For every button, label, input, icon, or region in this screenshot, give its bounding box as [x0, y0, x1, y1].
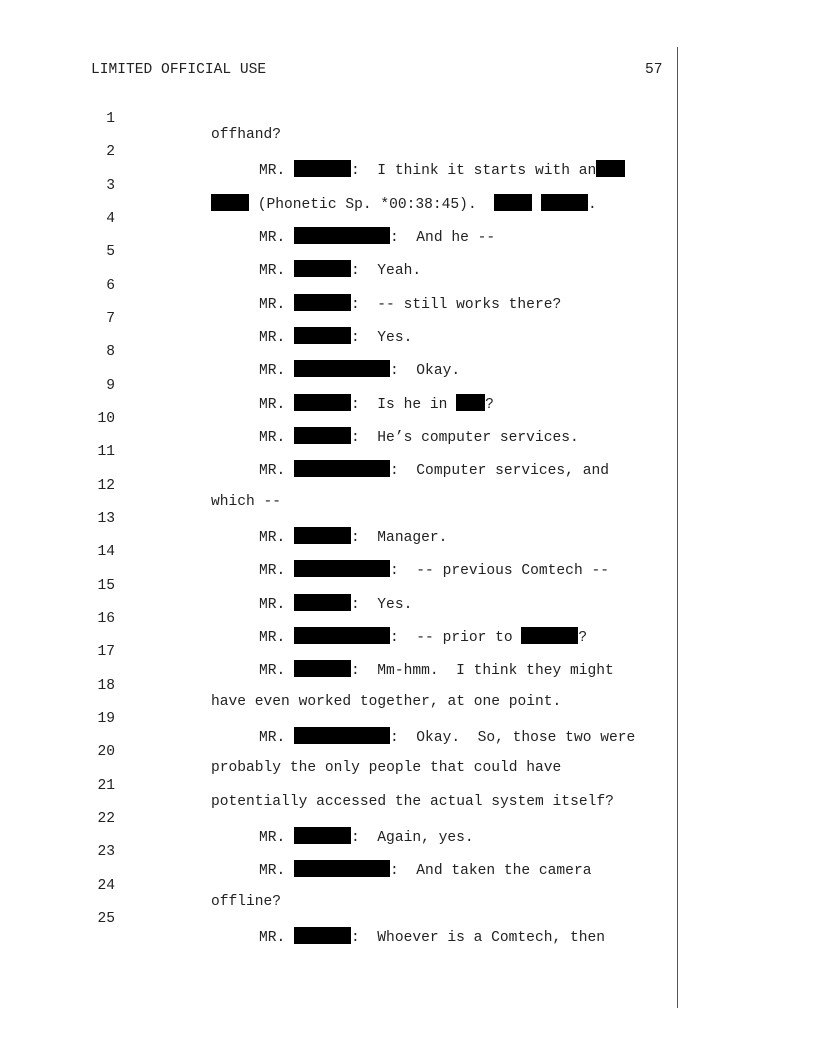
page-number: 57	[645, 62, 663, 78]
transcript-line	[0, 895, 676, 946]
speaker-prefix: MR.	[259, 930, 295, 946]
speech-text: : -- previous Comtech --	[390, 563, 609, 579]
line-number: 4	[106, 211, 115, 227]
speech-text: ?	[578, 630, 588, 646]
speaker-prefix: MR.	[259, 863, 295, 879]
line-number: 21	[97, 778, 115, 794]
text-segment: have even worked together, at one point.	[211, 694, 562, 710]
line-number: 12	[97, 478, 115, 494]
speech-text: : Okay. So, those two were	[390, 730, 636, 746]
text-segment: potentially accessed the actual system itself?	[211, 794, 614, 810]
transcript-line	[0, 628, 676, 679]
transcript-line	[0, 495, 676, 546]
transcript-line	[0, 662, 676, 710]
transcript-line	[0, 95, 676, 143]
speech-text: ?	[485, 397, 494, 413]
speaker-prefix: MR.	[259, 530, 295, 546]
speaker-prefix: MR.	[259, 463, 295, 479]
transcript-line	[0, 162, 676, 213]
speech-text: : Mm-hmm. I think they might	[351, 663, 614, 679]
transcript-line	[0, 595, 676, 646]
redaction-bar	[294, 927, 351, 944]
speaker-prefix: MR.	[259, 397, 295, 413]
text-segment: offline?	[211, 894, 282, 910]
line-number: 14	[97, 544, 115, 560]
line-number: 6	[106, 278, 115, 294]
line-number: 25	[97, 911, 115, 927]
line-number: 7	[106, 311, 115, 327]
speaker-prefix: MR.	[259, 330, 295, 346]
speech-text: : He’s computer services.	[351, 430, 579, 446]
speaker-prefix: MR.	[259, 363, 295, 379]
transcript-line	[0, 562, 676, 613]
text-segment: probably the only people that could have	[211, 760, 562, 776]
speaker-prefix: MR.	[259, 563, 295, 579]
speaker-prefix: MR.	[259, 630, 295, 646]
margin-rule	[677, 47, 678, 1008]
line-number: 18	[97, 678, 115, 694]
speech-text: : I think it starts with an	[351, 163, 597, 179]
line-number: 15	[97, 578, 115, 594]
transcript-line	[0, 728, 676, 776]
transcript-line	[0, 262, 676, 313]
speaker-prefix: MR.	[259, 263, 295, 279]
transcript-line	[0, 428, 676, 479]
line-number: 9	[106, 378, 115, 394]
transcript-line	[0, 862, 676, 910]
speech-text: : And he --	[390, 230, 496, 246]
text-segment: which --	[211, 494, 282, 510]
line-text	[259, 927, 605, 946]
speaker-prefix: MR.	[259, 230, 295, 246]
transcript-line	[0, 128, 676, 179]
transcript-line	[0, 328, 676, 379]
text-segment: .	[587, 197, 597, 213]
transcript-line	[0, 528, 676, 579]
line-number: 5	[106, 244, 115, 260]
speaker-prefix: MR.	[259, 730, 295, 746]
speech-text: : Whoever is a Comtech, then	[351, 930, 606, 946]
speech-text: : Computer services, and	[390, 463, 609, 479]
line-number: 8	[106, 344, 115, 360]
line-number: 24	[97, 878, 115, 894]
line-number: 2	[106, 144, 115, 160]
transcript-line	[0, 228, 676, 279]
page-header-left: LIMITED OFFICIAL USE	[91, 62, 267, 78]
speaker-prefix: MR.	[259, 663, 295, 679]
speech-text: : Again, yes.	[351, 830, 474, 846]
speaker-prefix: MR.	[259, 597, 295, 613]
speech-text: : Yes.	[351, 597, 413, 613]
speech-text: : And taken the camera	[390, 863, 592, 879]
transcript-line	[0, 462, 676, 510]
line-number: 19	[97, 711, 115, 727]
text-segment: (Phonetic Sp. *00:38:45).	[249, 197, 495, 213]
line-number: 17	[97, 644, 115, 660]
speaker-prefix: MR.	[259, 830, 295, 846]
transcript-line	[0, 395, 676, 446]
line-number: 16	[97, 611, 115, 627]
line-number: 10	[97, 411, 115, 427]
speech-text: : Okay.	[390, 363, 461, 379]
speech-text: : Is he in	[351, 397, 457, 413]
speech-text: : Yeah.	[351, 263, 422, 279]
transcript-line	[0, 762, 676, 810]
speech-text: : -- prior to	[390, 630, 522, 646]
transcript-line	[0, 362, 676, 413]
text-segment: offhand?	[211, 127, 282, 143]
transcript-line	[0, 795, 676, 846]
transcript-line	[0, 195, 676, 246]
line-number: 3	[106, 178, 115, 194]
line-number: 11	[97, 444, 115, 460]
speech-text: : -- still works there?	[351, 297, 562, 313]
transcript-line	[0, 695, 676, 746]
speaker-prefix: MR.	[259, 297, 295, 313]
line-number: 1	[106, 111, 115, 127]
speaker-prefix: MR.	[259, 430, 295, 446]
transcript-line	[0, 828, 676, 879]
line-number: 22	[97, 811, 115, 827]
speech-text: : Yes.	[351, 330, 413, 346]
line-number: 20	[97, 744, 115, 760]
speech-text: : Manager.	[351, 530, 448, 546]
line-number: 13	[97, 511, 115, 527]
line-number: 23	[97, 844, 115, 860]
speaker-prefix: MR.	[259, 163, 295, 179]
transcript-line	[0, 295, 676, 346]
